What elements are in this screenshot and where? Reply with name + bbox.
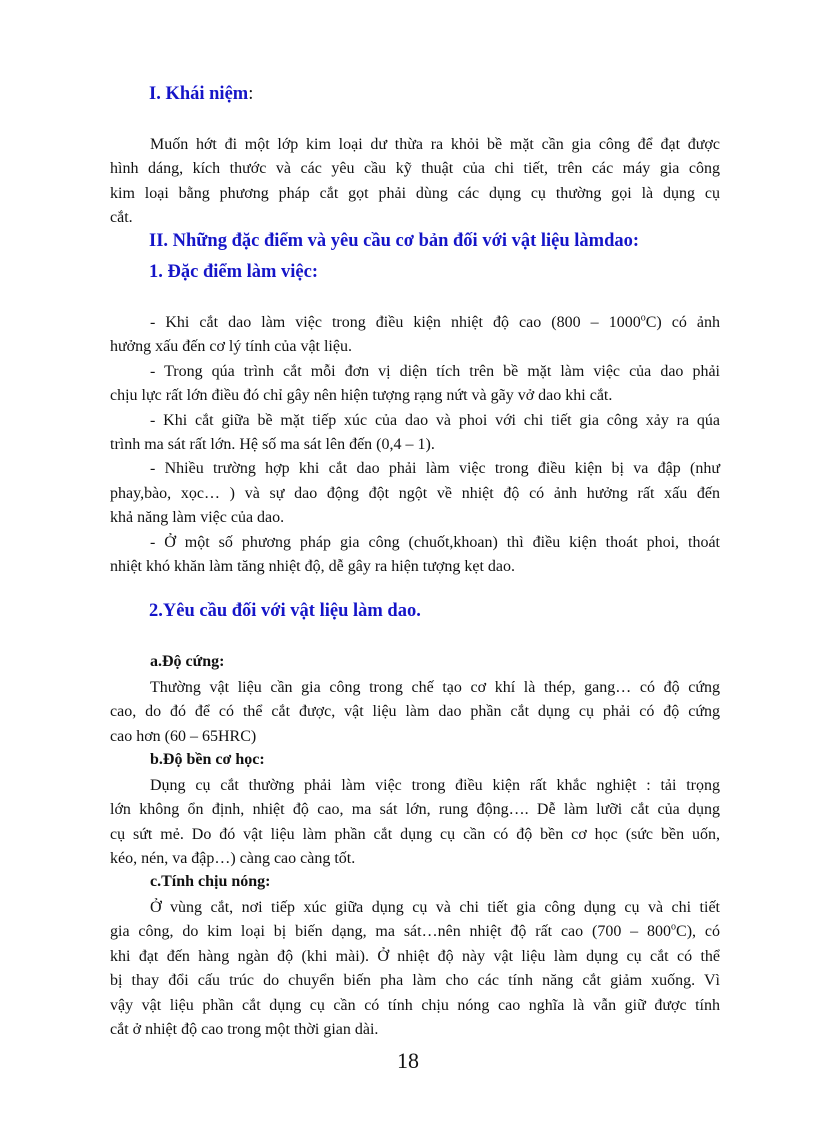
text-line: - Ở một số phương pháp gia công (chuốt,khoan) thì điều kiện thoát phoi, thoát bbox=[150, 533, 720, 551]
text-line: nhiệt khó khăn làm tăng nhiệt độ, dễ gây ra hiện tượng kẹt dao. bbox=[110, 558, 516, 576]
paragraph-khai-niem bbox=[110, 133, 720, 231]
text-line: khả năng làm việc của dao. bbox=[110, 509, 285, 527]
page-number: 18 bbox=[397, 1048, 419, 1073]
text-line: cụ sứt mẻ. Do đó vật liệu làm phần cắt dụng cụ cần có độ bền cơ học (sức bền uốn, bbox=[110, 825, 720, 843]
heading-yeu-cau-vat-lieu: 2.Yêu cầu đối với vật liệu làm dao. bbox=[149, 601, 421, 621]
text-segment: C), có bbox=[676, 923, 720, 941]
text-line: - Trong qúa trình cắt mỗi đơn vị diện tích trên bề mặt làm việc của dao phải bbox=[150, 362, 720, 380]
text-line: hình dáng, kích thước và các yêu cầu kỹ thuật của chi tiết, trên các máy gia công bbox=[110, 160, 720, 178]
paragraph-do-cung bbox=[110, 676, 720, 749]
bullet-1-text-end: C) có ảnh bbox=[645, 314, 721, 331]
text-segment: gia công, do kim loại bị biến dạng, ma sát…nên nhiệt độ rất cao (700 – 800 bbox=[110, 923, 672, 941]
text-line: chịu lực rất lớn điều đó chỉ gây nên hiện tượng rạng nứt và gãy vở dao khi cắt. bbox=[110, 387, 613, 405]
paragraph-tinh-chiu-nong bbox=[110, 896, 720, 1042]
heading-dac-diem-lam-viec: 1. Đặc điểm làm việc: bbox=[149, 262, 319, 282]
heading-khai-niem-text: I. Khái niệm bbox=[149, 84, 249, 104]
text-line: Ở vùng cắt, nơi tiếp xúc giữa dụng cụ và chi tiết gia công dụng cụ và chi tiết bbox=[150, 899, 720, 916]
text-line-with-degree bbox=[110, 920, 720, 944]
subheading-tinh-chiu-nong: c.Tính chịu nóng: bbox=[150, 873, 271, 890]
text-line: lớn không ổn định, nhiệt độ cao, ma sát lớn, rung động…. Dễ làm lưỡi cắt của dụng bbox=[110, 801, 720, 819]
text-line: vậy vật liệu phần cắt dụng cụ cần có tính chịu nóng cao nghĩa là vẫn giữ được tính bbox=[110, 996, 720, 1014]
text-line: phay,bào, xọc… ) và sự dao động đột ngột về nhiệt độ có ảnh hưởng rất xấu đến bbox=[110, 484, 720, 502]
text-line: khi đạt đến hàng ngàn độ (khi mài). Ở nhiệt độ này vật liệu làm dụng cụ cắt có thể bbox=[110, 947, 720, 965]
text-line: cao hơn (60 – 65HRC) bbox=[110, 727, 257, 745]
text-line: Muốn hớt đi một lớp kim loại dư thừa ra khỏi bề mặt cần gia công để đạt được bbox=[150, 136, 720, 153]
subheading-do-cung: a.Độ cứng: bbox=[150, 653, 225, 670]
bullet-list-dac-diem bbox=[110, 311, 720, 579]
bullet-1-text: - Khi cắt dao làm việc trong điều kiện nhiệt độ cao (800 – 1000 bbox=[150, 314, 641, 331]
text-line: hưởng xấu đến cơ lý tính của vật liệu. bbox=[110, 338, 352, 356]
bullet-1-line-1 bbox=[110, 311, 720, 335]
text-line: kim loại bằng phương pháp cắt gọt phải dùng các dụng cụ thường gọi là dụng cụ bbox=[110, 184, 720, 202]
text-line: Dụng cụ cắt thường phải làm việc trong điều kiện rất khắc nghiệt : tải trọng bbox=[150, 777, 720, 794]
subheading-do-ben-co-hoc: b.Độ bền cơ học: bbox=[150, 751, 265, 768]
heading-khai-niem bbox=[149, 84, 253, 105]
text-line: trình ma sát rất lớn. Hệ số ma sát lên đến (0,4 – 1). bbox=[110, 436, 435, 454]
text-line: Thường vật liệu cần gia công trong chế tạo cơ khí là thép, gang… có độ cứng bbox=[150, 679, 720, 696]
heading-dac-diem-yeu-cau: II. Những đặc điểm và yêu cầu cơ bản đối với vật liệu làmdao: bbox=[149, 231, 640, 251]
paragraph-do-ben-co-hoc bbox=[110, 774, 720, 872]
text-line: - Nhiều trường hợp khi cắt dao phải làm việc trong điều kiện bị va đập (như bbox=[150, 460, 720, 478]
text-line: - Khi cắt giữa bề mặt tiếp xúc của dao và phoi với chi tiết gia công xảy ra qúa bbox=[150, 411, 720, 429]
text-line: bị thay đổi cấu trúc do chuyển biến pha làm cho các tính năng cắt giảm xuống. Vì bbox=[110, 972, 720, 990]
text-line: kéo, nén, va đập…) càng cao càng tốt. bbox=[110, 850, 356, 868]
text-line: cao, do đó để có thể cắt được, vật liệu làm dao phần cắt dụng cụ phải có độ cứng bbox=[110, 703, 720, 721]
degree-sup: o bbox=[640, 312, 646, 324]
heading-colon: : bbox=[248, 84, 254, 104]
degree-sup: o bbox=[671, 922, 677, 934]
text-line: cắt ở nhiệt độ cao trong một thời gian dài. bbox=[110, 1021, 379, 1039]
text-line: cắt. bbox=[110, 209, 133, 227]
